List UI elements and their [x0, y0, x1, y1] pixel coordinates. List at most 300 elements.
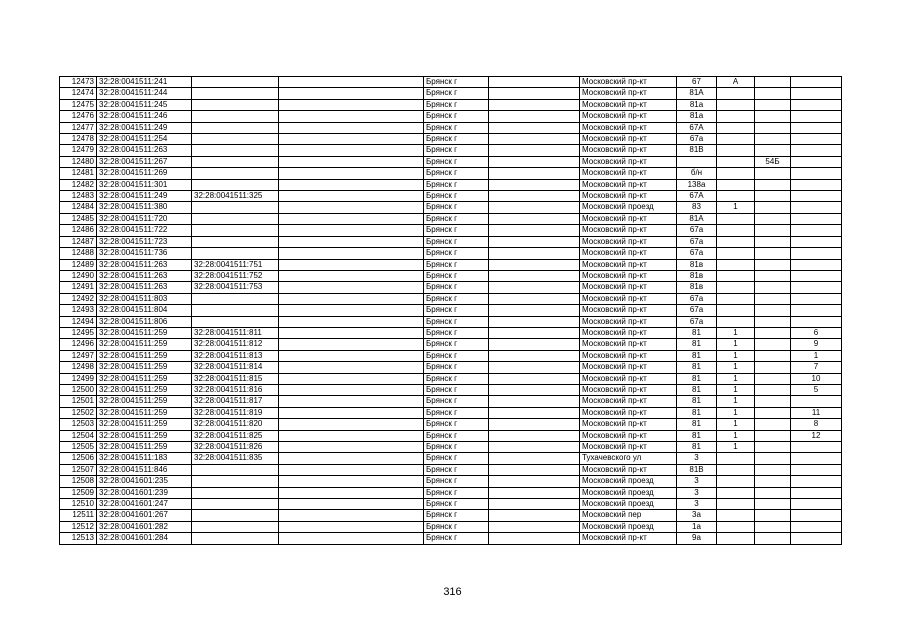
- city-cell: Брянск г: [424, 339, 489, 350]
- blank-column-2-cell: [489, 156, 580, 167]
- street-cell: Московский пр-кт: [580, 282, 677, 293]
- table-row: [60, 476, 842, 487]
- building-number-cell: [717, 533, 755, 544]
- blank-column-2-cell: [489, 487, 580, 498]
- extra-number-cell: [755, 487, 791, 498]
- blank-column-cell: [279, 236, 424, 247]
- linked-cadastral-number-cell: 32:28:0041511:826: [192, 442, 279, 453]
- apartment-number-cell: [791, 442, 842, 453]
- city-cell: Брянск г: [424, 293, 489, 304]
- table-row: [60, 111, 842, 122]
- table-body: [60, 77, 842, 545]
- table-row: [60, 499, 842, 510]
- blank-column-2-cell: [489, 145, 580, 156]
- cadastral-number-cell: 32:28:0041601:282: [97, 521, 192, 532]
- extra-number-cell: [755, 305, 791, 316]
- blank-column-2-cell: [489, 419, 580, 430]
- row-number-cell: 12483: [60, 191, 97, 202]
- extra-number-cell: [755, 99, 791, 110]
- street-cell: Московский проезд: [580, 521, 677, 532]
- blank-column-2-cell: [489, 316, 580, 327]
- table-row: [60, 88, 842, 99]
- apartment-number-cell: 7: [791, 362, 842, 373]
- city-cell: Брянск г: [424, 396, 489, 407]
- city-cell: Брянск г: [424, 362, 489, 373]
- table-row: [60, 213, 842, 224]
- row-number-cell: 12475: [60, 99, 97, 110]
- table-row: [60, 350, 842, 361]
- building-number-cell: 1: [717, 202, 755, 213]
- building-number-cell: 1: [717, 339, 755, 350]
- city-cell: Брянск г: [424, 350, 489, 361]
- extra-number-cell: [755, 339, 791, 350]
- row-number-cell: 12511: [60, 510, 97, 521]
- cadastral-number-cell: 32:28:0041511:263: [97, 145, 192, 156]
- blank-column-cell: [279, 259, 424, 270]
- city-cell: Брянск г: [424, 305, 489, 316]
- cadastral-number-cell: 32:28:0041511:267: [97, 156, 192, 167]
- cadastral-number-cell: 32:28:0041511:249: [97, 191, 192, 202]
- cadastral-number-cell: 32:28:0041511:259: [97, 384, 192, 395]
- extra-number-cell: [755, 533, 791, 544]
- house-number-cell: 81: [677, 407, 717, 418]
- apartment-number-cell: [791, 533, 842, 544]
- blank-column-cell: [279, 487, 424, 498]
- row-number-cell: 12491: [60, 282, 97, 293]
- apartment-number-cell: [791, 259, 842, 270]
- city-cell: Брянск г: [424, 487, 489, 498]
- blank-column-2-cell: [489, 179, 580, 190]
- apartment-number-cell: 9: [791, 339, 842, 350]
- linked-cadastral-number-cell: 32:28:0041511:813: [192, 350, 279, 361]
- cadastral-number-cell: 32:28:0041511:245: [97, 99, 192, 110]
- cadastral-number-cell: 32:28:0041511:269: [97, 168, 192, 179]
- house-number-cell: 67а: [677, 305, 717, 316]
- linked-cadastral-number-cell: [192, 213, 279, 224]
- blank-column-2-cell: [489, 499, 580, 510]
- extra-number-cell: [755, 168, 791, 179]
- cadastral-number-cell: 32:28:0041511:259: [97, 407, 192, 418]
- linked-cadastral-number-cell: 32:28:0041511:752: [192, 270, 279, 281]
- street-cell: Московский проезд: [580, 476, 677, 487]
- building-number-cell: [717, 225, 755, 236]
- blank-column-cell: [279, 316, 424, 327]
- linked-cadastral-number-cell: 32:28:0041511:812: [192, 339, 279, 350]
- house-number-cell: 81в: [677, 259, 717, 270]
- blank-column-2-cell: [489, 259, 580, 270]
- linked-cadastral-number-cell: 32:28:0041511:817: [192, 396, 279, 407]
- street-cell: Московский пр-кт: [580, 259, 677, 270]
- row-number-cell: 12494: [60, 316, 97, 327]
- row-number-cell: 12474: [60, 88, 97, 99]
- row-number-cell: 12482: [60, 179, 97, 190]
- blank-column-cell: [279, 499, 424, 510]
- apartment-number-cell: [791, 77, 842, 88]
- house-number-cell: 67а: [677, 236, 717, 247]
- linked-cadastral-number-cell: 32:28:0041511:820: [192, 419, 279, 430]
- blank-column-cell: [279, 282, 424, 293]
- linked-cadastral-number-cell: 32:28:0041511:816: [192, 384, 279, 395]
- city-cell: Брянск г: [424, 122, 489, 133]
- street-cell: Московский пр-кт: [580, 236, 677, 247]
- row-number-cell: 12512: [60, 521, 97, 532]
- house-number-cell: 81: [677, 339, 717, 350]
- blank-column-cell: [279, 134, 424, 145]
- apartment-number-cell: [791, 99, 842, 110]
- street-cell: Московский пр-кт: [580, 77, 677, 88]
- linked-cadastral-number-cell: [192, 202, 279, 213]
- street-cell: Московский пр-кт: [580, 430, 677, 441]
- house-number-cell: 81: [677, 350, 717, 361]
- row-number-cell: 12489: [60, 259, 97, 270]
- table-row: [60, 99, 842, 110]
- blank-column-cell: [279, 99, 424, 110]
- building-number-cell: [717, 259, 755, 270]
- apartment-number-cell: [791, 316, 842, 327]
- apartment-number-cell: [791, 476, 842, 487]
- extra-number-cell: [755, 373, 791, 384]
- blank-column-2-cell: [489, 533, 580, 544]
- blank-column-cell: [279, 442, 424, 453]
- table-row: [60, 134, 842, 145]
- row-number-cell: 12513: [60, 533, 97, 544]
- linked-cadastral-number-cell: [192, 168, 279, 179]
- building-number-cell: [717, 464, 755, 475]
- table-row: [60, 168, 842, 179]
- house-number-cell: [677, 156, 717, 167]
- extra-number-cell: [755, 384, 791, 395]
- blank-column-2-cell: [489, 213, 580, 224]
- extra-number-cell: [755, 88, 791, 99]
- linked-cadastral-number-cell: 32:28:0041511:814: [192, 362, 279, 373]
- table-row: [60, 145, 842, 156]
- linked-cadastral-number-cell: [192, 533, 279, 544]
- street-cell: Московский пр-кт: [580, 407, 677, 418]
- building-number-cell: [717, 236, 755, 247]
- blank-column-2-cell: [489, 510, 580, 521]
- row-number-cell: 12477: [60, 122, 97, 133]
- apartment-number-cell: [791, 453, 842, 464]
- apartment-number-cell: [791, 191, 842, 202]
- apartment-number-cell: 5: [791, 384, 842, 395]
- house-number-cell: 81: [677, 442, 717, 453]
- house-number-cell: 67а: [677, 225, 717, 236]
- street-cell: Московский пр-кт: [580, 305, 677, 316]
- linked-cadastral-number-cell: [192, 122, 279, 133]
- blank-column-2-cell: [489, 407, 580, 418]
- table-row: [60, 305, 842, 316]
- cadastral-table: [59, 76, 842, 545]
- city-cell: Брянск г: [424, 248, 489, 259]
- table-row: [60, 384, 842, 395]
- house-number-cell: 81В: [677, 464, 717, 475]
- row-number-cell: 12509: [60, 487, 97, 498]
- blank-column-cell: [279, 179, 424, 190]
- city-cell: Брянск г: [424, 510, 489, 521]
- linked-cadastral-number-cell: [192, 305, 279, 316]
- cadastral-number-cell: 32:28:0041511:806: [97, 316, 192, 327]
- street-cell: Московский пр-кт: [580, 111, 677, 122]
- table-row: [60, 442, 842, 453]
- apartment-number-cell: [791, 122, 842, 133]
- apartment-number-cell: [791, 464, 842, 475]
- street-cell: Московский пр-кт: [580, 327, 677, 338]
- extra-number-cell: [755, 430, 791, 441]
- table-row: [60, 419, 842, 430]
- linked-cadastral-number-cell: [192, 145, 279, 156]
- apartment-number-cell: [791, 270, 842, 281]
- cadastral-number-cell: 32:28:0041511:723: [97, 236, 192, 247]
- linked-cadastral-number-cell: [192, 476, 279, 487]
- blank-column-2-cell: [489, 464, 580, 475]
- city-cell: Брянск г: [424, 225, 489, 236]
- apartment-number-cell: [791, 282, 842, 293]
- building-number-cell: [717, 122, 755, 133]
- street-cell: Московский пр-кт: [580, 464, 677, 475]
- blank-column-cell: [279, 384, 424, 395]
- city-cell: Брянск г: [424, 384, 489, 395]
- extra-number-cell: [755, 282, 791, 293]
- house-number-cell: 67А: [677, 191, 717, 202]
- building-number-cell: 1: [717, 362, 755, 373]
- street-cell: Московский пр-кт: [580, 122, 677, 133]
- blank-column-2-cell: [489, 305, 580, 316]
- city-cell: Брянск г: [424, 533, 489, 544]
- blank-column-cell: [279, 305, 424, 316]
- building-number-cell: [717, 191, 755, 202]
- street-cell: Тухачевского ул: [580, 453, 677, 464]
- house-number-cell: 67а: [677, 134, 717, 145]
- house-number-cell: 81: [677, 419, 717, 430]
- street-cell: Московский пр-кт: [580, 88, 677, 99]
- linked-cadastral-number-cell: [192, 156, 279, 167]
- apartment-number-cell: 1: [791, 350, 842, 361]
- street-cell: Московский пр-кт: [580, 99, 677, 110]
- street-cell: Московский пр-кт: [580, 225, 677, 236]
- house-number-cell: 81: [677, 396, 717, 407]
- blank-column-2-cell: [489, 476, 580, 487]
- building-number-cell: [717, 282, 755, 293]
- street-cell: Московский пр-кт: [580, 293, 677, 304]
- row-number-cell: 12503: [60, 419, 97, 430]
- street-cell: Московский пр-кт: [580, 396, 677, 407]
- street-cell: Московский пр-кт: [580, 362, 677, 373]
- table-row: [60, 293, 842, 304]
- city-cell: Брянск г: [424, 111, 489, 122]
- apartment-number-cell: [791, 293, 842, 304]
- linked-cadastral-number-cell: [192, 236, 279, 247]
- blank-column-2-cell: [489, 225, 580, 236]
- blank-column-cell: [279, 225, 424, 236]
- extra-number-cell: [755, 191, 791, 202]
- street-cell: Московский пер: [580, 510, 677, 521]
- blank-column-2-cell: [489, 327, 580, 338]
- blank-column-cell: [279, 145, 424, 156]
- blank-column-cell: [279, 122, 424, 133]
- city-cell: Брянск г: [424, 191, 489, 202]
- house-number-cell: 83: [677, 202, 717, 213]
- house-number-cell: 3а: [677, 510, 717, 521]
- blank-column-cell: [279, 419, 424, 430]
- table-row: [60, 396, 842, 407]
- linked-cadastral-number-cell: 32:28:0041511:811: [192, 327, 279, 338]
- apartment-number-cell: 8: [791, 419, 842, 430]
- house-number-cell: 3: [677, 453, 717, 464]
- table-row: [60, 179, 842, 190]
- house-number-cell: 67А: [677, 122, 717, 133]
- extra-number-cell: [755, 327, 791, 338]
- apartment-number-cell: [791, 225, 842, 236]
- house-number-cell: 3: [677, 476, 717, 487]
- house-number-cell: 81: [677, 373, 717, 384]
- blank-column-2-cell: [489, 339, 580, 350]
- blank-column-cell: [279, 453, 424, 464]
- blank-column-2-cell: [489, 350, 580, 361]
- building-number-cell: [717, 134, 755, 145]
- building-number-cell: [717, 305, 755, 316]
- blank-column-cell: [279, 533, 424, 544]
- linked-cadastral-number-cell: 32:28:0041511:835: [192, 453, 279, 464]
- blank-column-2-cell: [489, 248, 580, 259]
- city-cell: Брянск г: [424, 407, 489, 418]
- blank-column-cell: [279, 202, 424, 213]
- linked-cadastral-number-cell: [192, 487, 279, 498]
- house-number-cell: 81в: [677, 282, 717, 293]
- cadastral-number-cell: 32:28:0041511:301: [97, 179, 192, 190]
- cadastral-number-cell: 32:28:0041511:722: [97, 225, 192, 236]
- city-cell: Брянск г: [424, 282, 489, 293]
- street-cell: Московский пр-кт: [580, 213, 677, 224]
- blank-column-cell: [279, 111, 424, 122]
- street-cell: Московский пр-кт: [580, 442, 677, 453]
- blank-column-2-cell: [489, 202, 580, 213]
- blank-column-cell: [279, 350, 424, 361]
- extra-number-cell: [755, 236, 791, 247]
- blank-column-2-cell: [489, 236, 580, 247]
- table-row: [60, 373, 842, 384]
- table-row: [60, 77, 842, 88]
- extra-number-cell: [755, 293, 791, 304]
- city-cell: Брянск г: [424, 419, 489, 430]
- street-cell: Московский пр-кт: [580, 270, 677, 281]
- street-cell: Московский пр-кт: [580, 350, 677, 361]
- city-cell: Брянск г: [424, 270, 489, 281]
- apartment-number-cell: [791, 248, 842, 259]
- extra-number-cell: [755, 453, 791, 464]
- blank-column-cell: [279, 293, 424, 304]
- row-number-cell: 12499: [60, 373, 97, 384]
- city-cell: Брянск г: [424, 316, 489, 327]
- apartment-number-cell: 11: [791, 407, 842, 418]
- city-cell: Брянск г: [424, 156, 489, 167]
- city-cell: Брянск г: [424, 168, 489, 179]
- linked-cadastral-number-cell: [192, 77, 279, 88]
- apartment-number-cell: [791, 168, 842, 179]
- city-cell: Брянск г: [424, 202, 489, 213]
- blank-column-2-cell: [489, 134, 580, 145]
- street-cell: Московский пр-кт: [580, 248, 677, 259]
- linked-cadastral-number-cell: 32:28:0041511:825: [192, 430, 279, 441]
- extra-number-cell: [755, 77, 791, 88]
- extra-number-cell: [755, 202, 791, 213]
- row-number-cell: 12479: [60, 145, 97, 156]
- apartment-number-cell: [791, 236, 842, 247]
- extra-number-cell: [755, 225, 791, 236]
- building-number-cell: [717, 293, 755, 304]
- street-cell: Московский пр-кт: [580, 134, 677, 145]
- cadastral-number-cell: 32:28:0041601:267: [97, 510, 192, 521]
- row-number-cell: 12488: [60, 248, 97, 259]
- linked-cadastral-number-cell: [192, 88, 279, 99]
- blank-column-2-cell: [489, 168, 580, 179]
- blank-column-cell: [279, 339, 424, 350]
- building-number-cell: [717, 145, 755, 156]
- table-row: [60, 191, 842, 202]
- apartment-number-cell: [791, 521, 842, 532]
- extra-number-cell: [755, 179, 791, 190]
- blank-column-cell: [279, 168, 424, 179]
- extra-number-cell: [755, 510, 791, 521]
- linked-cadastral-number-cell: 32:28:0041511:815: [192, 373, 279, 384]
- street-cell: Московский пр-кт: [580, 339, 677, 350]
- row-number-cell: 12486: [60, 225, 97, 236]
- extra-number-cell: [755, 111, 791, 122]
- extra-number-cell: [755, 248, 791, 259]
- cadastral-number-cell: 32:28:0041511:241: [97, 77, 192, 88]
- building-number-cell: 1: [717, 373, 755, 384]
- row-number-cell: 12487: [60, 236, 97, 247]
- extra-number-cell: [755, 350, 791, 361]
- row-number-cell: 12480: [60, 156, 97, 167]
- building-number-cell: А: [717, 77, 755, 88]
- cadastral-number-cell: 32:28:0041601:239: [97, 487, 192, 498]
- house-number-cell: 81В: [677, 145, 717, 156]
- cadastral-number-cell: 32:28:0041511:259: [97, 396, 192, 407]
- city-cell: Брянск г: [424, 464, 489, 475]
- row-number-cell: 12484: [60, 202, 97, 213]
- linked-cadastral-number-cell: [192, 111, 279, 122]
- blank-column-2-cell: [489, 430, 580, 441]
- house-number-cell: 67: [677, 77, 717, 88]
- table-row: [60, 236, 842, 247]
- row-number-cell: 12490: [60, 270, 97, 281]
- cadastral-number-cell: 32:28:0041511:736: [97, 248, 192, 259]
- cadastral-number-cell: 32:28:0041511:259: [97, 350, 192, 361]
- table-row: [60, 533, 842, 544]
- linked-cadastral-number-cell: 32:28:0041511:325: [192, 191, 279, 202]
- street-cell: Московский проезд: [580, 202, 677, 213]
- row-number-cell: 12500: [60, 384, 97, 395]
- building-number-cell: 1: [717, 419, 755, 430]
- building-number-cell: [717, 88, 755, 99]
- building-number-cell: 1: [717, 350, 755, 361]
- building-number-cell: [717, 521, 755, 532]
- table-row: [60, 156, 842, 167]
- building-number-cell: [717, 270, 755, 281]
- table-row: [60, 464, 842, 475]
- street-cell: Московский пр-кт: [580, 384, 677, 395]
- blank-column-cell: [279, 88, 424, 99]
- row-number-cell: 12501: [60, 396, 97, 407]
- table-row: [60, 316, 842, 327]
- blank-column-2-cell: [489, 453, 580, 464]
- table-row: [60, 362, 842, 373]
- blank-column-2-cell: [489, 396, 580, 407]
- extra-number-cell: [755, 464, 791, 475]
- house-number-cell: 81: [677, 362, 717, 373]
- city-cell: Брянск г: [424, 453, 489, 464]
- table-row: [60, 453, 842, 464]
